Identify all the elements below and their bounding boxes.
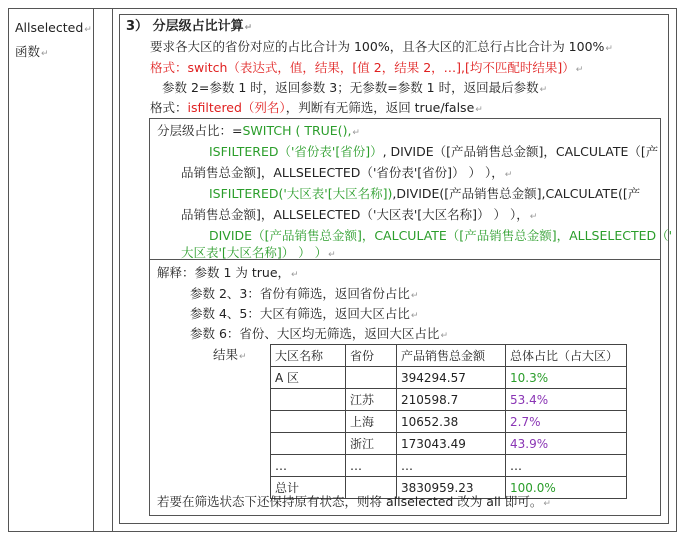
explanation-line-1: 解释：参数 1 为 true，↵	[157, 265, 299, 280]
table-cell: 43.9%	[506, 433, 627, 455]
table-cell: 394294.57	[397, 367, 506, 389]
header-cell: 大区名称	[271, 345, 346, 367]
column-divider	[93, 9, 94, 531]
table-cell: 10.3%	[506, 367, 627, 389]
explanation-line-3: 参数 4、5：大区有筛选，返回大区占比↵	[190, 306, 419, 321]
table-cell: 江苏	[346, 389, 397, 411]
explanation-line-2: 参数 2、3：省份有筛选，返回省份占比↵	[190, 286, 419, 301]
code-line-6: DIVIDE（[产品销售总金额]，CALCULATE（[产品销售总金额]，ALLSELECTED（'	[209, 228, 673, 243]
table-row	[271, 411, 627, 433]
result-label: 结果↵	[213, 347, 247, 362]
switch-note: 参数 2=参数 1 时，返回参数 3；无参数=参数 1 时，返回最后参数↵	[162, 80, 548, 95]
footer-note: 若要在筛选状态下还保持原有状态，则将 allselected 改为 all 即可。↵	[157, 494, 551, 509]
table-cell	[271, 433, 346, 455]
table-cell: 上海	[346, 411, 397, 433]
code-line-1: 分层级占比：=SWITCH ( TRUE(),↵	[157, 123, 360, 138]
code-line-5: 品销售总金额]，ALLSELECTED（'大区表'[大区名称]） ） ），↵	[181, 207, 538, 222]
table-header-row	[271, 345, 627, 367]
table-row	[271, 367, 627, 389]
table-cell: 173043.49	[397, 433, 506, 455]
result-table	[270, 344, 627, 499]
table-cell: 浙江	[346, 433, 397, 455]
section-title: 3） 分层级占比计算↵	[126, 19, 253, 34]
header-cell: 省份	[346, 345, 397, 367]
function-label: 函数	[15, 44, 41, 59]
section-description: 要求各大区的省份对应的占比合计为 100%，且各大区的汇总行占比合计为 100%↵	[150, 39, 613, 54]
column-divider	[112, 9, 113, 531]
table-cell	[346, 367, 397, 389]
table-cell	[271, 389, 346, 411]
isfiltered-format: 格式：isfiltered（列名），判断有无筛选，返回 true/false↵	[150, 100, 483, 115]
function-name-cell: Allselected↵ 函数↵	[15, 20, 92, 59]
table-cell	[271, 411, 346, 433]
explanation-line-4: 参数 6：省份、大区均无筛选，返回大区占比↵	[190, 326, 448, 341]
table-cell: 3830959.23	[397, 477, 506, 499]
table-row	[271, 389, 627, 411]
code-line-2: ISFILTERED（'省份表'[省份]）, DIVIDE（[产品销售总金额]，CALCULATE（[产	[209, 144, 659, 159]
table-cell: A 区	[271, 367, 346, 389]
table-cell: 10652.38	[397, 411, 506, 433]
table-cell: …	[346, 455, 397, 477]
table-cell: 53.4%	[506, 389, 627, 411]
table-cell: 210598.7	[397, 389, 506, 411]
function-name: Allselected	[15, 20, 84, 35]
table-row	[271, 455, 627, 477]
switch-format: 格式：switch（表达式，值，结果，[值 2，结果 2，…],[均不匹配时结果]）↵	[150, 60, 584, 75]
header-cell: 产品销售总金额	[397, 345, 506, 367]
table-cell: …	[271, 455, 346, 477]
table-cell: …	[397, 455, 506, 477]
code-line-4: ISFILTERED('大区表'[大区名称]),DIVIDE([产品销售总金额],CALCULATE([产	[209, 186, 641, 201]
header-cell: 总体占比（占大区）	[506, 345, 627, 367]
table-cell: 2.7%	[506, 411, 627, 433]
table-row	[271, 433, 627, 455]
code-line-3: 品销售总金额]，ALLSELECTED（'省份表'[省份]） ） ），↵	[181, 165, 513, 180]
table-cell: 总计	[271, 477, 346, 499]
table-cell: …	[506, 455, 627, 477]
table-cell: 100.0%	[506, 477, 627, 499]
code-line-7: 大区表'[大区名称]） ） ）↵	[181, 245, 336, 260]
